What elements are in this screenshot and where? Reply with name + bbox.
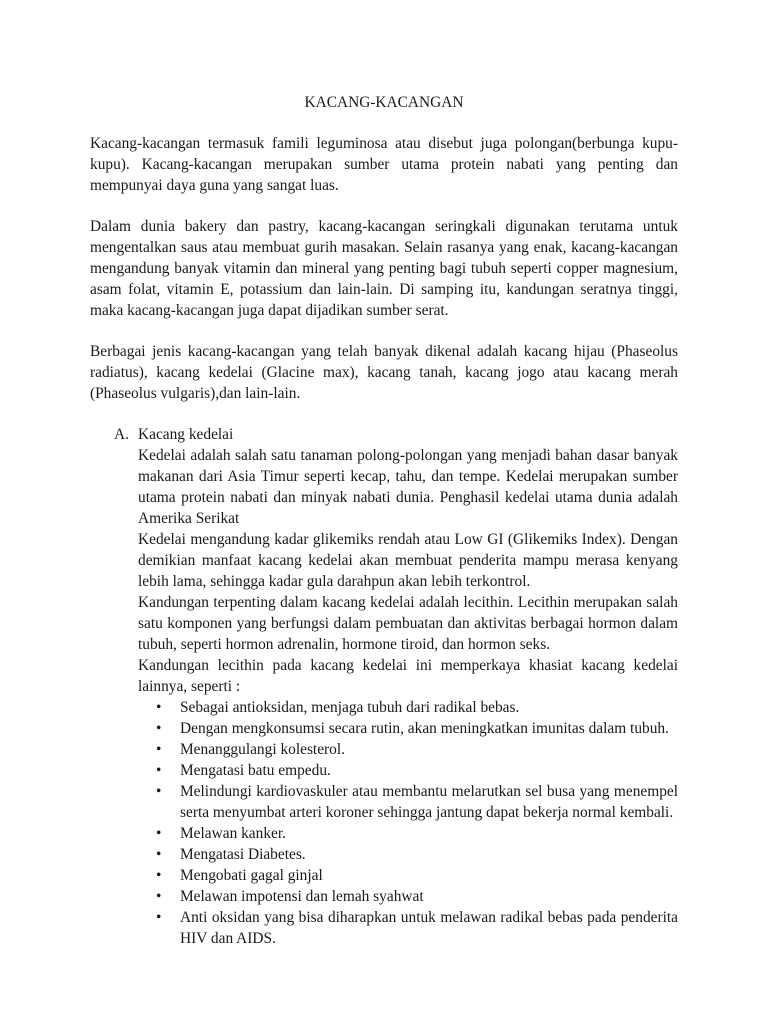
section-body <box>138 445 678 949</box>
benefits-list <box>138 697 678 949</box>
list-item: • Mengatasi Diabetes. <box>138 844 678 865</box>
section-letter: A. <box>114 426 129 443</box>
list-item: • Mengobati gagal ginjal <box>138 865 678 886</box>
list-item: • Melawan impotensi dan lemah syahwat <box>138 886 678 907</box>
list-item: • Melawan kanker. <box>138 823 678 844</box>
list-item: • Menanggulangi kolesterol. <box>138 739 678 760</box>
section-paragraph: Kedelai adalah salah satu tanaman polong-polongan yang menjadi bahan dasar banyak makanan dari Asia Timur seperti kecap, tahu, dan tempe. Kedelai merupakan sumber utama protein nabati dan minyak nabati dunia. Penghasil kedelai utama dunia adalah Amerika Serikat <box>138 447 678 527</box>
section-kacang-kedelai <box>90 424 678 949</box>
list-item: • Mengatasi batu empedu. <box>138 760 678 781</box>
bakery-paragraph: Dalam dunia bakery dan pastry, kacang-kacangan seringkali digunakan terutama untuk mengentalkan saus atau membuat gurih masakan. Selain rasanya yang enak, kacang-kacangan mengandung banyak vitamin dan mineral yang penting bagi tubuh seperti copper magnesium, asam folat, vitamin E, potassium dan lain-lain. Di samping itu, kandungan seratnya tinggi, maka kacang-kacangan juga dapat dijadikan sumber serat. <box>90 218 678 319</box>
list-item: • Dengan mengkonsumsi secara rutin, akan meningkatkan imunitas dalam tubuh. <box>138 718 678 739</box>
section-heading-text: Kacang kedelai <box>138 426 234 443</box>
document-title: KACANG-KACANGAN <box>304 94 464 111</box>
list-item: • Sebagai antioksidan, menjaga tubuh dari radikal bebas. <box>138 697 678 718</box>
intro-paragraph: Kacang-kacangan termasuk famili leguminosa atau disebut juga polongan(berbunga kupu-kupu). Kacang-kacangan merupakan sumber utama protein nabati yang penting dan mempunyai daya guna yang sangat luas. <box>90 135 678 194</box>
section-paragraph: Kandungan terpenting dalam kacang kedelai adalah lecithin. Lecithin merupakan salah satu komponen yang berfungsi dalam pembuatan dan aktivitas berbagai hormon dalam tubuh, seperti hormon adrenalin, hormone tiroid, dan hormon seks. <box>138 594 678 653</box>
section-paragraph: Kedelai mengandung kadar glikemiks rendah atau Low GI (Glikemiks Index). Dengan demikian manfaat kacang kedelai akan membuat penderita mampu merasa kenyang lebih lama, sehingga kadar gula darahpun akan lebih terkontrol. <box>138 531 678 590</box>
list-item: • Melindungi kardiovaskuler atau membantu melarutkan sel busa yang menempel serta menyumbat arteri koroner sehingga jantung dapat bekerja normal kembali. <box>138 781 678 823</box>
types-paragraph: Berbagai jenis kacang-kacangan yang telah banyak dikenal adalah kacang hijau (Phaseolus radiatus), kacang kedelai (Glacine max), kacang tanah, kacang jogo atau kacang merah (Phaseolus vulgaris),dan lain-lain. <box>90 343 678 402</box>
section-heading <box>90 424 678 445</box>
section-paragraph: Kandungan lecithin pada kacang kedelai ini memperkaya khasiat kacang kedelai lainnya, seperti : <box>138 657 678 695</box>
list-item: • Anti oksidan yang bisa diharapkan untuk melawan radikal bebas pada penderita HIV dan AIDS. <box>138 907 678 949</box>
